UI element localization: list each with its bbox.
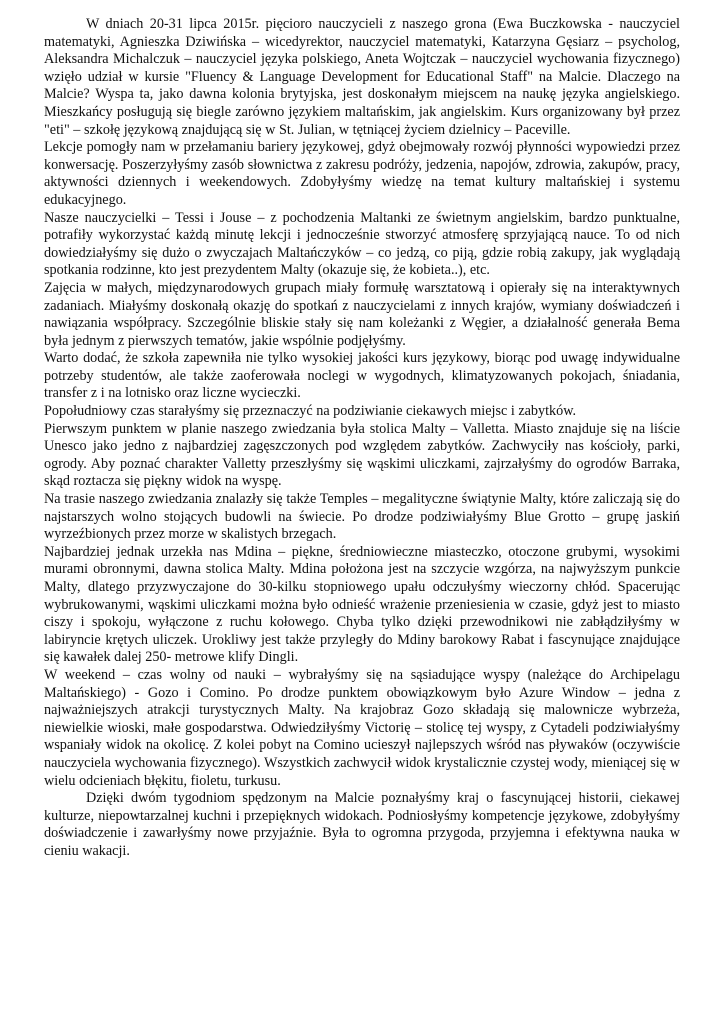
paragraph-intro: W dniach 20-31 lipca 2015r. pięcioro nauczycieli z naszego grona (Ewa Buczkowska - nauczyciel matematyki, Agnieszka Dziwińska – wicedyrektor, nauczyciel matematyki, Katarzyna Gęsiarz – psycholog, Aleksandra Michalczuk – nauczyciel języka polskiego, Aneta Wojtczak – nauczyciel wychowania fizycznego) wzięło udział w kursie "Fluency & Language Development for Educational Staff" na Malcie. Dlaczego na Malcie? Wyspa ta, jako dawna kolonia brytyjska, jest doskonałym miejscem na naukę języka angielskiego. Mieszkańcy posługują się biegle zarówno językiem maltańskim, jak angielskim. Kurs organizowany był przez "eti" – szkołę językową znajdującą się w St. Julian, w tętniącej życiem dzielnicy – Paceville.: [44, 16, 680, 138]
paragraph-lessons: Lekcje pomogły nam w przełamaniu bariery językowej, gdyż obejmowały rozwój płynności wypowiedzi przez konwersację. Poszerzyłyśmy zasób słownictwa z zakresu podróży, jedzenia, napojów, zdrowia, zakupów, pracy, aktywności dziennych i weekendowych. Zdobyłyśmy wiedzę na temat kultury maltańskiej i systemu edukacyjnego.: [44, 139, 680, 208]
paragraph-mdina: Najbardziej jednak urzekła nas Mdina – piękne, średniowieczne miasteczko, otoczone grubymi, wysokimi murami obronnymi, dawna stolica Malty. Mdina położona jest na szczycie wzgórza, na najwyższym punkcie Malty, dlatego przyzwyczajone do 30-kilku stopniowego upału odczułyśmy wieczorny chłód. Spacerując wybrukowanymi, wąskimi uliczkami można było odnieść wrażenie przeniesienia w czasie, gdyż jest to miasto ciszy i spokoju, wyłączone z ruchu kołowego. Chyba tylko dzięki przewodnikowi nie zabłądziłyśmy w labiryncie krętych uliczek. Urokliwy jest także przyległy do Mdiny barokowy Rabat i fascynujące znajdujące się kawałek dalej 250- metrowe klify Dingli.: [44, 543, 680, 666]
document-page: [44, 16, 680, 861]
paragraph-conclusion: Dzięki dwóm tygodniom spędzonym na Malcie poznałyśmy kraj o fascynującej historii, ciekawej kulturze, niepowtarzalnej kuchni i przepięknych widokach. Podniosłyśmy kompetencje językowe, zdobyłyśmy doświadczenie i zawarłyśmy nowe przyjaźnie. Była to ogromna przygoda, przyjemna i efektywna nauka w cieniu wakacji.: [44, 790, 680, 859]
paragraph-valletta: Pierwszym punktem w planie naszego zwiedzania była stolica Malty – Valletta. Miasto znajduje się na liście Unesco jako jedno z najbardziej zagęszczonych pod względem zabytków. Zachwyciły nas kościoły, parki, ogrody. Aby poznać charakter Valletty przeszłyśmy się wąskimi uliczkami, zajrzałyśmy do ogrodów Barraka, skąd roztacza się piękny widok na wyspę.: [44, 420, 680, 490]
paragraph-groups: Zajęcia w małych, międzynarodowych grupach miały formułę warsztatową i opierały się na interaktywnych zadaniach. Miałyśmy doskonałą okazję do spotkań z nauczycielami z innych krajów, wymiany doświadczeń i nawiązania współpracy. Szczególnie bliskie stały się nam koleżanki z Węgier, a działalność generała Bema była jednym z pierwszych tematów, jakie wspólnie podjęłyśmy.: [44, 279, 680, 349]
paragraph-weekend: W weekend – czas wolny od nauki – wybrałyśmy się na sąsiadujące wyspy (należące do Archipelagu Maltańskiego) - Gozo i Comino. Po drodze punktem obowiązkowym było Azure Window – jedna z najważniejszych atrakcji turystycznych Malty. Na krajobraz Gozo składają się malownicze wybrzeża, niewielkie wioski, małe gospodarstwa. Odwiedziłyśmy Victorię – stolicę tej wyspy, z Cytadeli podziwiałyśmy wspaniały widok na okolicę. Z kolei pobyt na Comino ucieszył najlepszych wśród nas pływaków (oczywiście nauczyciela wychowania fizycznego). Wszystkich zachwycił widok krystalicznie czystej wody, mieniącej się w wielu odcieniach błękitu, fioletu, turkusu.: [44, 666, 680, 789]
paragraph-temples: Na trasie naszego zwiedzania znalazły się także Temples – megalityczne świątynie Malty, które zaliczają się do najstarszych wolno stojących budowli na świecie. Po drodze podziwiałyśmy Blue Grotto – grupę jaskiń wyrzeźbionych przez morze w skalistych brzegach.: [44, 491, 680, 543]
paragraph-school-services: Warto dodać, że szkoła zapewniła nie tylko wysokiej jakości kurs językowy, biorąc pod uwagę indywidualne potrzeby studentów, ale także zaoferowała noclegi w wygodnych, klimatyzowanych pokojach, śniadania, transfer z i na lotnisko oraz liczne wycieczki.: [44, 350, 680, 402]
paragraph-teachers: Nasze nauczycielki – Tessi i Jouse – z pochodzenia Maltanki ze świetnym angielskim, bardzo punktualne, potrafiły wykorzystać każdą minutę lekcji i jednocześnie stworzyć atmosferę sprzyjającą nauce. To od nich dowiedziałyśmy się dużo o zwyczajach Maltańczyków – co jedzą, co piją, gdzie robią zakupy, jak wyglądają spotkania rodzinne, kto jest prezydentem Malty (okazuje się, że kobieta..), etc.: [44, 209, 680, 279]
paragraph-afternoons: Popołudniowy czas starałyśmy się przeznaczyć na podziwianie ciekawych miejsc i zabytków.: [44, 403, 577, 420]
